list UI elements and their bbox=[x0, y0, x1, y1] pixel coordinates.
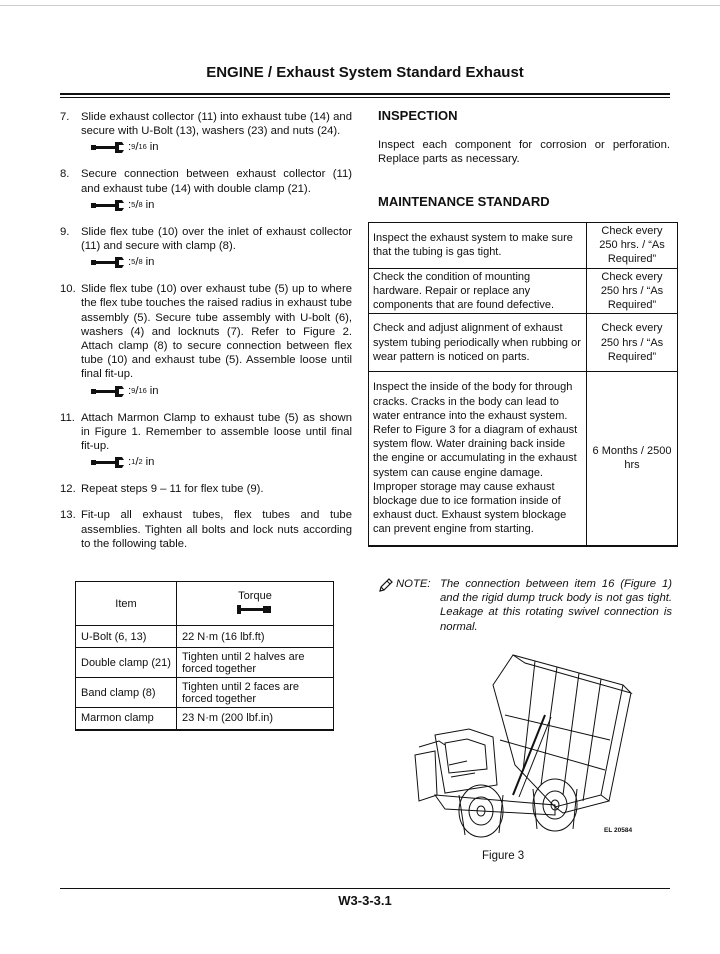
note-block bbox=[378, 577, 672, 634]
top-border bbox=[0, 5, 720, 6]
procedure-step bbox=[60, 482, 352, 496]
torque-item: Double clamp (21) bbox=[76, 648, 177, 678]
maintenance-freq: Check every 250 hrs. / “As Required” bbox=[587, 223, 678, 269]
torque-value: Tighten until 2 halves are forced together bbox=[177, 648, 334, 678]
maintenance-heading: MAINTENANCE STANDARD bbox=[378, 194, 550, 209]
size-slash: / bbox=[135, 198, 139, 211]
wrench-size: : 9 / 16 in bbox=[81, 383, 352, 399]
step-number: 10. bbox=[60, 283, 76, 296]
maintenance-desc: Check the condition of mounting hardware. Repair or replace any components that are found defective. bbox=[369, 268, 587, 314]
dump-truck-illustration bbox=[405, 645, 640, 845]
pencil-icon bbox=[378, 577, 394, 593]
title-rule-thin bbox=[60, 97, 670, 98]
size-unit: in bbox=[145, 456, 155, 469]
note-text: The connection between item 16 (Figure 1) and the rigid dump truck body is not gas tight. Leakage at this rotating swivel connection is normal. bbox=[440, 578, 672, 633]
page-number: W3-3-3.1 bbox=[338, 893, 392, 908]
torque-header-label: Torque bbox=[238, 590, 272, 602]
step-number: 11. bbox=[60, 411, 75, 424]
wrench-size: : 9 / 16 in bbox=[81, 139, 352, 155]
procedure-step bbox=[60, 110, 352, 155]
figure-code: EL 20584 bbox=[604, 827, 633, 834]
wrench-size-colon: : bbox=[128, 384, 132, 397]
torque-item: Marmon clamp bbox=[76, 708, 177, 730]
maintenance-table bbox=[368, 222, 678, 547]
size-slash: / bbox=[135, 384, 139, 397]
maintenance-freq: Check every 250 hrs / “As Required” bbox=[587, 268, 678, 314]
size-slash: / bbox=[135, 256, 139, 269]
size-slash: / bbox=[135, 456, 139, 469]
inspection-text: Inspect each component for corrosion or perforation. Replace parts as necessary. bbox=[378, 139, 670, 166]
note-label: NOTE: bbox=[396, 578, 431, 590]
step-number: 9. bbox=[60, 225, 70, 238]
wrench-icon bbox=[91, 141, 125, 153]
step-text: Slide exhaust collector (11) into exhaust tube (14) and secure with U-Bolt (13), washers (23) and nuts (24). bbox=[81, 111, 352, 138]
wrench-size-colon: : bbox=[128, 141, 132, 154]
wrench-size: : 1 / 2 in bbox=[81, 454, 352, 470]
title-rule bbox=[60, 93, 670, 95]
step-text: Repeat steps 9 – 11 for flex tube (9). bbox=[81, 483, 264, 496]
maintenance-desc: Inspect the inside of the body for through cracks. Cracks in the body can lead to water entrance into the exhaust system. Refer to Figure 3 for a diagram of exhaust system flow. Water draining back inside the engine or accumulating in the exhaust system can cause engine damage. Improper storage may cause exhaust blockage due to ice formation inside of exhaust duct. Exhaust system blockage can prevent engine from starting. bbox=[369, 372, 587, 546]
wrench-icon bbox=[91, 199, 125, 211]
inspection-heading: INSPECTION bbox=[378, 108, 458, 123]
procedure-step bbox=[60, 411, 352, 471]
torque-value: 22 N·m (16 lbf.ft) bbox=[177, 626, 334, 648]
wrench-icon bbox=[91, 256, 125, 268]
wrench-size: : 5 / 8 in bbox=[81, 197, 352, 213]
procedure-step bbox=[60, 225, 352, 270]
page-title: ENGINE / Exhaust System Standard Exhaust bbox=[206, 64, 524, 81]
step-number: 7. bbox=[60, 111, 70, 123]
size-unit: in bbox=[145, 198, 155, 211]
footer-rule bbox=[60, 888, 670, 889]
torque-item: Band clamp (8) bbox=[76, 678, 177, 708]
step-number: 13. bbox=[60, 509, 76, 522]
maintenance-freq: Check every 250 hrs / “As Required” bbox=[587, 314, 678, 372]
size-unit: in bbox=[149, 141, 159, 154]
wrench-size-colon: : bbox=[128, 256, 132, 269]
torque-table bbox=[75, 581, 334, 731]
step-number: 8. bbox=[60, 168, 70, 181]
step-number: 12. bbox=[60, 483, 76, 496]
wrench-size-colon: : bbox=[128, 198, 132, 211]
torque-value: Tighten until 2 faces are forced together bbox=[177, 678, 334, 708]
step-text: Slide flex tube (10) over the inlet of exhaust collector (11) and secure with clamp (8). bbox=[81, 225, 352, 253]
procedure-steps bbox=[60, 110, 352, 563]
size-slash: / bbox=[135, 141, 139, 154]
torque-item: U-Bolt (6, 13) bbox=[76, 626, 177, 648]
maintenance-freq: 6 Months / 2500 hrs bbox=[587, 372, 678, 546]
size-unit: in bbox=[145, 256, 155, 269]
step-text: Secure connection between exhaust collector (11) and exhaust tube (14) with double clamp (21). bbox=[81, 168, 352, 195]
maintenance-desc: Check and adjust alignment of exhaust system tubing periodically when rubbing or wear pattern is noticed on parts. bbox=[369, 314, 587, 372]
step-text: Attach Marmon Clamp to exhaust tube (5) as shown in Figure 1. Remember to assemble loose until final fit-up. bbox=[81, 411, 352, 453]
procedure-step bbox=[60, 508, 352, 551]
wrench-size: : 5 / 8 in bbox=[81, 254, 352, 270]
size-unit: in bbox=[149, 384, 159, 397]
step-text: Fit-up all exhaust tubes, flex tubes and tube assemblies. Tighten all bolts and lock nuts according to the following table. bbox=[81, 509, 352, 550]
procedure-step bbox=[60, 282, 352, 398]
wrench-size-colon: : bbox=[128, 456, 132, 469]
torque-header-torque bbox=[177, 582, 334, 626]
maintenance-desc: Inspect the exhaust system to make sure that the tubing is gas tight. bbox=[369, 223, 587, 269]
step-text: Slide flex tube (10) over exhaust tube (5) up to where the flex tube touches the raised radius in exhaust tube assembly (5). Secure tube assembly with U-bolt (6), washers (4) and locknuts (7). Refer to Figure 2. Attach clamp (8) to secure connection between flex tube (10) and exhaust tube (5). Assemble loose until final fit-up. bbox=[81, 283, 352, 381]
torque-header-item: Item bbox=[76, 582, 177, 626]
torque-value: 23 N·m (200 lbf.in) bbox=[177, 708, 334, 730]
procedure-step bbox=[60, 167, 352, 212]
wrench-icon bbox=[91, 456, 125, 468]
figure-caption: Figure 3 bbox=[482, 850, 525, 862]
torque-wrench-icon bbox=[237, 604, 273, 614]
wrench-icon bbox=[91, 385, 125, 397]
